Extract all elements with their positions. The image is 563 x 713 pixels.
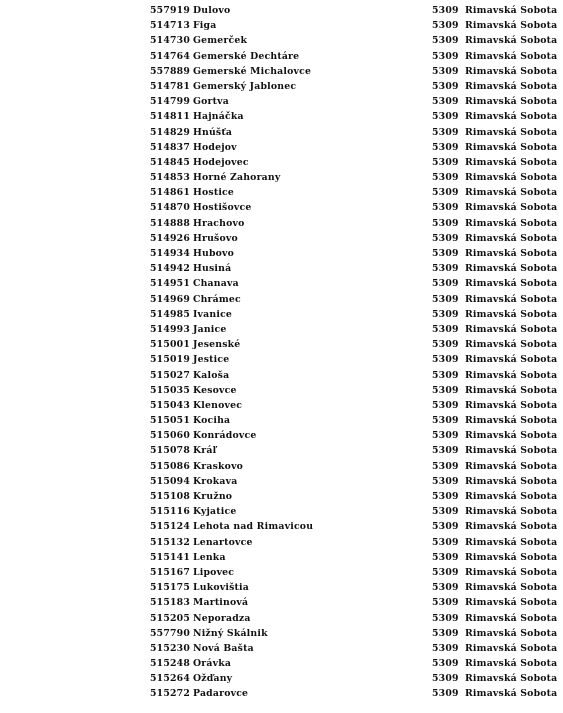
district-code: 5309 xyxy=(432,688,459,700)
municipality-code: 514934 xyxy=(150,248,191,259)
municipality-code: 514870 xyxy=(150,202,191,214)
municipality-code: 514985 xyxy=(150,308,191,320)
table-row xyxy=(0,4,563,19)
district-code: 5309 xyxy=(432,126,459,138)
table-row xyxy=(0,65,563,80)
district-name: Rimavská Sobota xyxy=(465,506,558,518)
municipality-code: 514888 xyxy=(150,217,191,229)
municipality-code: 514845 xyxy=(150,156,191,168)
district-code: 5309 xyxy=(432,80,459,92)
district-code: 5309 xyxy=(432,658,459,670)
table-row xyxy=(0,126,563,141)
district-code: 5309 xyxy=(432,536,459,548)
district-code: 5309 xyxy=(432,278,459,290)
table-row xyxy=(0,520,563,535)
municipality-code: 514829 xyxy=(150,126,191,138)
municipality-code: 515108 xyxy=(150,491,191,502)
district-code: 5309 xyxy=(432,612,459,624)
municipality-name: Lipovec xyxy=(193,566,235,578)
municipality-name: Klenovec xyxy=(193,399,243,411)
municipality-name: Ožďany xyxy=(193,673,233,685)
district-name: Rimavská Sobota xyxy=(465,202,558,214)
municipality-name: Lenka xyxy=(193,551,226,563)
municipality-name: Hodejovec xyxy=(193,156,249,168)
district-code: 5309 xyxy=(432,597,459,609)
district-name: Rimavská Sobota xyxy=(465,172,558,184)
district-name: Rimavská Sobota xyxy=(465,126,558,138)
municipality-name: Chrámec xyxy=(193,293,241,305)
district-code: 5309 xyxy=(432,566,459,578)
municipality-name: Kociha xyxy=(193,415,231,427)
district-name: Rimavská Sobota xyxy=(465,475,558,487)
district-code: 5309 xyxy=(432,521,459,533)
table-row xyxy=(0,444,563,459)
municipality-name: Jesenské xyxy=(193,339,241,351)
table-row xyxy=(0,551,563,566)
municipality-name: Konrádovce xyxy=(193,430,257,442)
district-name: Rimavská Sobota xyxy=(465,688,558,700)
district-code: 5309 xyxy=(432,551,459,563)
district-code: 5309 xyxy=(432,308,459,320)
municipality-code: 515167 xyxy=(150,566,191,578)
municipality-code: 514713 xyxy=(150,20,191,32)
municipality-name: Hrušovo xyxy=(193,232,238,244)
district-name: Rimavská Sobota xyxy=(465,156,558,168)
municipality-name: Gemerček xyxy=(193,35,248,47)
municipality-name: Kaloša xyxy=(193,369,230,381)
municipality-code: 514861 xyxy=(150,187,191,199)
district-code: 5309 xyxy=(432,35,459,47)
district-code: 5309 xyxy=(432,369,459,381)
municipality-name: Kráľ xyxy=(193,445,217,457)
table-row xyxy=(0,171,563,186)
district-code: 5309 xyxy=(432,384,459,396)
district-code: 5309 xyxy=(432,475,459,487)
table-row xyxy=(0,277,563,292)
municipality-name: Gemerské Dechtáre xyxy=(193,50,300,62)
district-name: Rimavská Sobota xyxy=(465,293,558,305)
municipality-name: Padarovce xyxy=(193,688,249,700)
district-name: Rimavská Sobota xyxy=(465,248,558,259)
table-row xyxy=(0,186,563,201)
municipality-name: Kraskovo xyxy=(193,460,244,472)
municipality-name: Martinová xyxy=(193,597,249,609)
municipality-code: 514942 xyxy=(150,263,191,275)
municipality-name: Gemerské Michalovce xyxy=(193,65,312,77)
municipality-name: Hostice xyxy=(193,187,235,199)
municipality-name: Hostišovce xyxy=(193,202,252,214)
municipality-name: Gortva xyxy=(193,96,229,108)
municipality-code: 515205 xyxy=(150,612,191,624)
municipality-name: Janice xyxy=(193,323,227,335)
district-name: Rimavská Sobota xyxy=(465,491,558,502)
municipality-name: Neporadza xyxy=(193,612,251,624)
municipality-list xyxy=(0,4,563,703)
table-row xyxy=(0,308,563,323)
municipality-name: Nižný Skálnik xyxy=(193,627,268,639)
municipality-name: Kružno xyxy=(193,491,233,502)
municipality-name: Horné Zahorany xyxy=(193,172,281,184)
municipality-code: 515175 xyxy=(150,582,191,594)
municipality-code: 515183 xyxy=(150,597,191,609)
table-row xyxy=(0,19,563,34)
district-code: 5309 xyxy=(432,172,459,184)
district-code: 5309 xyxy=(432,5,459,16)
district-name: Rimavská Sobota xyxy=(465,399,558,411)
district-code: 5309 xyxy=(432,415,459,427)
table-row xyxy=(0,338,563,353)
table-row xyxy=(0,50,563,65)
district-name: Rimavská Sobota xyxy=(465,217,558,229)
district-name: Rimavská Sobota xyxy=(465,384,558,396)
municipality-code: 515248 xyxy=(150,658,191,670)
municipality-name: Husiná xyxy=(193,263,232,275)
district-name: Rimavská Sobota xyxy=(465,187,558,199)
table-row xyxy=(0,201,563,216)
district-name: Rimavská Sobota xyxy=(465,141,558,153)
municipality-name: Jestice xyxy=(193,354,230,366)
municipality-name: Kesovce xyxy=(193,384,237,396)
municipality-code: 515272 xyxy=(150,688,191,700)
municipality-name: Hubovo xyxy=(193,248,235,259)
district-code: 5309 xyxy=(432,187,459,199)
district-name: Rimavská Sobota xyxy=(465,354,558,366)
municipality-code: 515001 xyxy=(150,339,191,351)
municipality-code: 515116 xyxy=(150,506,191,518)
district-code: 5309 xyxy=(432,582,459,594)
district-code: 5309 xyxy=(432,491,459,502)
district-name: Rimavská Sobota xyxy=(465,536,558,548)
table-row xyxy=(0,262,563,277)
municipality-code: 515043 xyxy=(150,399,191,411)
municipality-code: 515124 xyxy=(150,521,191,533)
municipality-code: 557790 xyxy=(150,627,191,639)
district-name: Rimavská Sobota xyxy=(465,111,558,123)
municipality-code: 515264 xyxy=(150,673,191,685)
table-row xyxy=(0,657,563,672)
district-name: Rimavská Sobota xyxy=(465,460,558,472)
district-name: Rimavská Sobota xyxy=(465,80,558,92)
table-row xyxy=(0,80,563,95)
district-name: Rimavská Sobota xyxy=(465,323,558,335)
district-code: 5309 xyxy=(432,445,459,457)
district-code: 5309 xyxy=(432,354,459,366)
district-code: 5309 xyxy=(432,65,459,77)
table-row xyxy=(0,490,563,505)
district-name: Rimavská Sobota xyxy=(465,5,558,16)
municipality-code: 515086 xyxy=(150,460,191,472)
district-code: 5309 xyxy=(432,293,459,305)
district-name: Rimavská Sobota xyxy=(465,65,558,77)
municipality-code: 514969 xyxy=(150,293,191,305)
district-name: Rimavská Sobota xyxy=(465,642,558,654)
district-code: 5309 xyxy=(432,141,459,153)
district-name: Rimavská Sobota xyxy=(465,369,558,381)
municipality-code: 514799 xyxy=(150,96,191,108)
municipality-code: 515132 xyxy=(150,536,191,548)
municipality-code: 515027 xyxy=(150,369,191,381)
municipality-code: 515141 xyxy=(150,551,191,563)
district-name: Rimavská Sobota xyxy=(465,582,558,594)
district-name: Rimavská Sobota xyxy=(465,551,558,563)
table-row xyxy=(0,627,563,642)
district-code: 5309 xyxy=(432,399,459,411)
table-row xyxy=(0,232,563,247)
district-code: 5309 xyxy=(432,20,459,32)
district-code: 5309 xyxy=(432,248,459,259)
district-name: Rimavská Sobota xyxy=(465,263,558,275)
municipality-name: Hodejov xyxy=(193,141,237,153)
municipality-code: 515035 xyxy=(150,384,191,396)
table-row xyxy=(0,429,563,444)
municipality-code: 514811 xyxy=(150,111,191,123)
table-row xyxy=(0,369,563,384)
municipality-code: 514837 xyxy=(150,141,191,153)
district-name: Rimavská Sobota xyxy=(465,278,558,290)
table-row xyxy=(0,353,563,368)
municipality-name: Dulovo xyxy=(193,5,231,16)
district-code: 5309 xyxy=(432,156,459,168)
municipality-code: 515051 xyxy=(150,415,191,427)
municipality-name: Figa xyxy=(193,20,217,32)
table-row xyxy=(0,475,563,490)
municipality-name: Krokava xyxy=(193,475,238,487)
district-name: Rimavská Sobota xyxy=(465,20,558,32)
table-row xyxy=(0,566,563,581)
municipality-code: 514853 xyxy=(150,172,191,184)
municipality-name: Ivanice xyxy=(193,308,233,320)
district-code: 5309 xyxy=(432,460,459,472)
municipality-code: 514993 xyxy=(150,323,191,335)
table-row xyxy=(0,596,563,611)
municipality-name: Orávka xyxy=(193,658,232,670)
district-name: Rimavská Sobota xyxy=(465,566,558,578)
municipality-name: Nová Bašta xyxy=(193,642,254,654)
table-row xyxy=(0,414,563,429)
district-code: 5309 xyxy=(432,232,459,244)
municipality-code: 514730 xyxy=(150,35,191,47)
table-row xyxy=(0,247,563,262)
municipality-name: Kyjatice xyxy=(193,506,237,518)
municipality-name: Hajnáčka xyxy=(193,111,244,123)
district-code: 5309 xyxy=(432,96,459,108)
table-row xyxy=(0,110,563,125)
district-name: Rimavská Sobota xyxy=(465,597,558,609)
district-name: Rimavská Sobota xyxy=(465,50,558,62)
district-code: 5309 xyxy=(432,430,459,442)
municipality-code: 514764 xyxy=(150,50,191,62)
municipality-code: 557889 xyxy=(150,65,191,77)
municipality-code: 514926 xyxy=(150,232,191,244)
municipality-name: Lenartovce xyxy=(193,536,253,548)
district-code: 5309 xyxy=(432,217,459,229)
municipality-name: Lukovištia xyxy=(193,582,249,594)
district-code: 5309 xyxy=(432,50,459,62)
table-row xyxy=(0,460,563,475)
municipality-name: Lehota nad Rimavicou xyxy=(193,521,314,533)
table-row xyxy=(0,687,563,702)
district-name: Rimavská Sobota xyxy=(465,339,558,351)
table-row xyxy=(0,672,563,687)
district-code: 5309 xyxy=(432,202,459,214)
municipality-code: 515078 xyxy=(150,445,191,457)
table-row xyxy=(0,581,563,596)
municipality-name: Chanava xyxy=(193,278,239,290)
table-row xyxy=(0,399,563,414)
district-name: Rimavská Sobota xyxy=(465,445,558,457)
district-name: Rimavská Sobota xyxy=(465,673,558,685)
municipality-code: 557919 xyxy=(150,5,191,16)
district-code: 5309 xyxy=(432,263,459,275)
table-row xyxy=(0,323,563,338)
table-row xyxy=(0,293,563,308)
district-code: 5309 xyxy=(432,339,459,351)
municipality-code: 515019 xyxy=(150,354,191,366)
table-row xyxy=(0,612,563,627)
district-code: 5309 xyxy=(432,642,459,654)
district-name: Rimavská Sobota xyxy=(465,521,558,533)
table-row xyxy=(0,642,563,657)
district-code: 5309 xyxy=(432,673,459,685)
district-code: 5309 xyxy=(432,111,459,123)
table-row xyxy=(0,217,563,232)
table-row xyxy=(0,156,563,171)
district-name: Rimavská Sobota xyxy=(465,232,558,244)
municipality-code: 514951 xyxy=(150,278,191,290)
district-name: Rimavská Sobota xyxy=(465,35,558,47)
table-row xyxy=(0,95,563,110)
district-name: Rimavská Sobota xyxy=(465,96,558,108)
municipality-code: 515230 xyxy=(150,642,191,654)
district-code: 5309 xyxy=(432,506,459,518)
table-row xyxy=(0,141,563,156)
municipality-name: Gemerský Jablonec xyxy=(193,80,297,92)
municipality-code: 515094 xyxy=(150,475,191,487)
district-code: 5309 xyxy=(432,627,459,639)
district-name: Rimavská Sobota xyxy=(465,308,558,320)
municipality-name: Hnúšťa xyxy=(193,126,233,138)
district-name: Rimavská Sobota xyxy=(465,658,558,670)
district-code: 5309 xyxy=(432,323,459,335)
municipality-name: Hrachovo xyxy=(193,217,245,229)
table-row xyxy=(0,384,563,399)
district-name: Rimavská Sobota xyxy=(465,627,558,639)
district-name: Rimavská Sobota xyxy=(465,430,558,442)
table-row xyxy=(0,505,563,520)
municipality-code: 515060 xyxy=(150,430,191,442)
district-name: Rimavská Sobota xyxy=(465,415,558,427)
table-row xyxy=(0,34,563,49)
table-row xyxy=(0,536,563,551)
municipality-code: 514781 xyxy=(150,80,191,92)
district-name: Rimavská Sobota xyxy=(465,612,558,624)
